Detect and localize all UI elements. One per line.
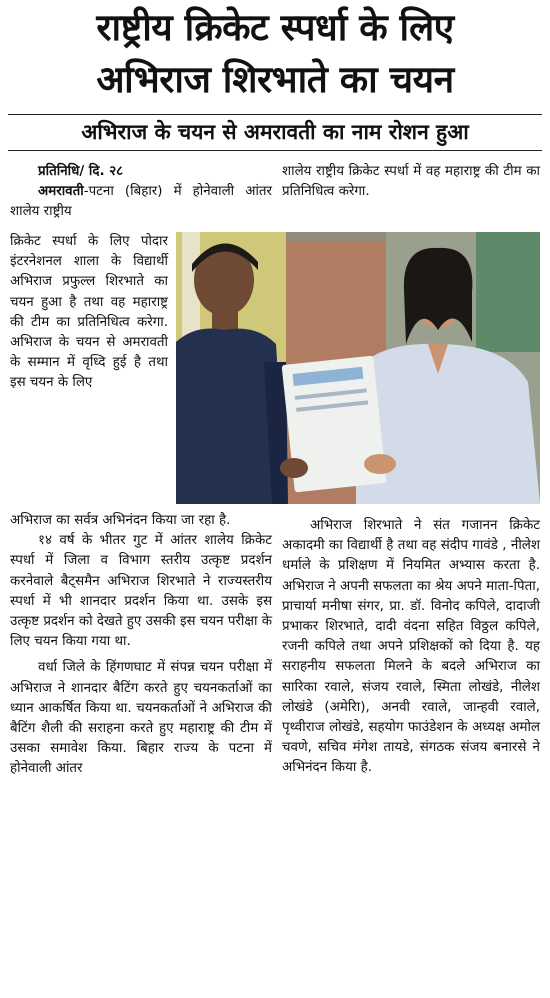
article-lead-text: -पटना (बिहार) में होनेवाली आंतर शालेय राष्ट्रीय <box>10 184 272 220</box>
headline-line-1: राष्ट्रीय क्रिकेट स्पर्धा के लिए <box>96 6 454 49</box>
article-paragraph: क्रिकेट स्पर्धा के लिए पोदार इंटरनेशनल शाला के विद्यार्थी अभिराज प्रफुल्ल शिरभाते का चयन हुआ है तथा वह महाराष्ट्र की टीम का प्रतिनिधित्व करेगा. अभिराज के चयन से अमरावती के सम्मान में वृध्दि हुई है तथा इस चयन के लिए <box>10 234 168 391</box>
article-paragraph: अभिराज का सर्वत्र अभिनंदन किया जा रहा है. <box>10 513 231 528</box>
news-photo <box>176 232 540 504</box>
byline: प्रतिनिधि/ दि. २८ <box>38 164 124 179</box>
article-paragraph: वर्धा जिले के हिंगणघाट में संपन्न चयन परीक्षा में अभिराज ने शानदार बैटिंग करते हुए चयनकर्ताओं का ध्यान आकर्षित किया था. चयनकर्ताओं ने अभिराज की बैटिंग शैली की सराहना करते हुए महाराष्ट्र की टीम में उसका समावेश किया. बिहार राज्य के पटना में होनेवाली आंतर <box>10 660 272 777</box>
article-paragraph: अभिराज शिरभाते ने संत गजानन क्रिकेट अकादमी का विद्यार्थी है तथा वह संदीप गावंडे , नीलेश धर्माले के प्रशिक्षण में नियमित अभ्यास करता है. अभिराज ने अपनी सफलता का श्रेय अपने माता-पिता, प्राचार्या मनीषा संगर, प्रा. डॉ. विनोद कपिले, दादाजी प्रभाकर शिरभाते, दादी वंदना सहित विठ्ठल कपिले, रजनी कपिले तथा अपने प्रशिक्षकों को दिया है. यह सराहनीय सफलता मिलने के बदले अभिराज का सारिका रवाले, संजय रवाले, स्मिता लोखंडे, नीलेश लोखंडे (अमेरिा), अनवी रवाले, जान्हवी रवाले, पृथ्वीराज लोखंडे, सहयोग फाउंडेशन के अध्यक्ष अमोल चवणे, सचिव मंगेश तायडे, संगठक संजय बनारसे ने अभिनंदन किया है. <box>282 518 540 776</box>
headline-divider <box>8 114 542 115</box>
headline-line-2: अभिराज शिरभाते का चयन <box>96 58 454 101</box>
article-column-left-top <box>10 162 272 223</box>
article-column-left-narrow <box>10 232 168 394</box>
article-column-right-top <box>282 162 540 202</box>
subheadline-divider <box>8 150 542 151</box>
photo-illustration <box>176 232 540 504</box>
article-column-right-bottom <box>282 516 540 779</box>
article-paragraph: १४ वर्ष के भीतर गुट में आंतर शालेय क्रिकेट स्पर्धा में जिला व विभाग स्तरीय उत्कृष्ट प्रदर्शन करनेवाले बैट्समैन अभिराज शिरभाते ने राज्यस्तरीय स्पर्धा में भी शानदार प्रदर्शन किया था. उसके इस उत्कृष्ट प्रदर्शन को देखते हुए उसकी इस चयन परीक्षा के लिए चयन किया गया था. <box>10 533 272 650</box>
dateline-place: अमरावती <box>38 184 84 200</box>
article-paragraph: शालेय राष्ट्रीय क्रिकेट स्पर्धा में वह महाराष्ट्र की टीम का प्रतिनिधित्व करेगा. <box>282 164 540 200</box>
subheadline: अभिराज के चयन से अमरावती का नाम रोशन हुआ <box>81 120 469 144</box>
article-column-left-bottom <box>10 511 272 780</box>
